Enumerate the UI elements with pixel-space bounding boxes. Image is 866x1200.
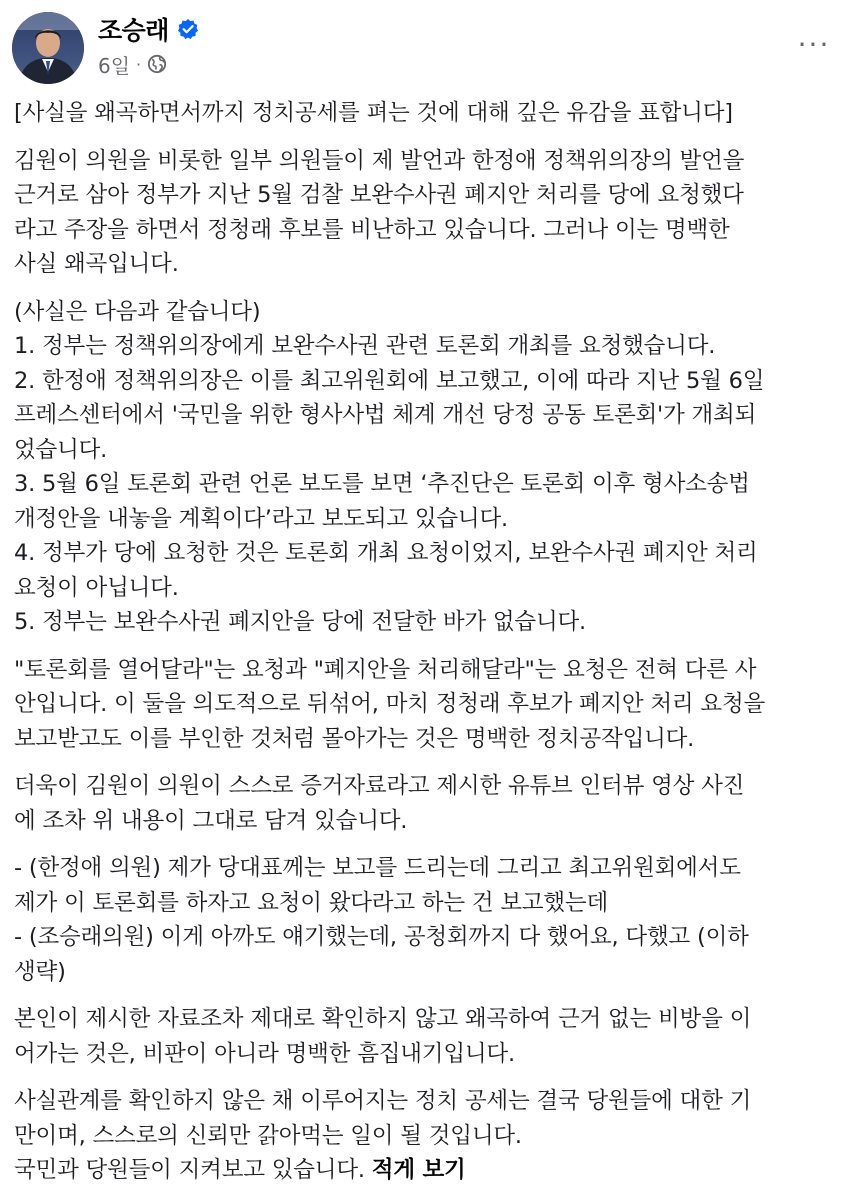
closing-line: 국민과 당원들이 지켜보고 있습니다. 적게 보기 xyxy=(14,1157,466,1183)
paragraph-2: "토론회를 열어달라"는 요청과 "폐지안을 처리해달라"는 요청은 전혀 다른 사 안입니다. 이 둘을 의도적으로 뒤섞어, 마치 정청래 후보가 폐지안 처리 요청을 보고받고도 이를 부인한 것처럼 몰아가는 것은 명백한 정치공작입니다. xyxy=(14,656,766,752)
paragraph-1: 김원이 의원을 비롯한 일부 의원들이 제 발언과 한정애 정책위의장의 발언을 근거로 삼아 정부가 지난 5월 검찰 보완수사권 폐지안 처리를 당에 요청했다 라고 주장을 하면서 정청래 후보를 비난하고 있습니다. 그러나 이는 명백한 사실 왜곡입니다. xyxy=(14,147,745,277)
facts-list: (사실은 다음과 같습니다) 1. 정부는 정책위의장에게 보완수사권 관련 토론회 개최를 요청했습니다. 2. 한정애 정책위의장은 이를 최고위원회에 보고했고, 이에 따라 지난 5월 6일 프레스센터에서 '국민을 위한 형사사법 체계 개선 당정 공동 토론회'가 개최되 었습니다. 3. 5월 6일 토론회 관련 언론 보도를 보면 ‘추진단은 토론회 이후 형사소송법 개정안을 내놓을 계획이다’라고 보도되고 있습니다. 4. 정부가 당에 요청한 것은 토론회 개최 요청이었지, 보완수사권 폐지안 처리 요청이 아닙니다. 5. 정부는 보완수사권 폐지안을 당에 전달한 바가 없습니다. xyxy=(14,298,765,635)
meta-separator: · xyxy=(136,54,142,74)
paragraph-3: 더욱이 김원이 의원이 스스로 증거자료라고 제시한 유튜브 인터뷰 영상 사진 에 조차 위 내용이 그대로 담겨 있습니다. xyxy=(14,773,745,834)
see-less-link[interactable]: 적게 보기 xyxy=(371,1157,466,1183)
post-title: [사실을 왜곡하면서까지 정치공세를 펴는 것에 대해 깊은 유감을 표합니다] xyxy=(14,100,733,126)
avatar[interactable] xyxy=(12,12,84,84)
post-meta xyxy=(98,50,167,78)
author-line xyxy=(98,12,199,46)
verified-badge-icon xyxy=(177,18,199,40)
quotes-block: - (한정애 의원) 제가 당대표께는 보고를 드리는데 그리고 최고위원회에서도 제가 이 토론회를 하자고 요청이 왔다라고 하는 건 보고했는데 - (조승래의원) 이게 아까도 얘기했는데, 공청회까지 다 했어요, 다했고 (이하 생략) xyxy=(14,855,749,985)
globe-icon[interactable] xyxy=(147,54,167,74)
avatar-photo xyxy=(12,12,84,84)
more-options-icon[interactable]: ··· xyxy=(797,27,831,61)
paragraph-4: 본인이 제시한 자료조차 제대로 확인하지 않고 왜곡하여 근거 없는 비방을 이 어가는 것은, 비판이 아니라 명백한 흠집내기입니다. xyxy=(14,1006,752,1067)
post-time[interactable]: 6일 xyxy=(98,53,131,78)
author-name[interactable]: 조승래 xyxy=(98,16,169,45)
paragraph-5: 사실관계를 확인하지 않은 채 이루어지는 정치 공세는 결국 당원들에 대한 기 만이며, 스스로의 신뢰만 갉아먹는 일이 될 것입니다. 국민과 당원들이 지켜보고 있습니다. 적게 보기 xyxy=(14,1084,850,1188)
post-header xyxy=(0,0,866,92)
post-body xyxy=(14,92,850,1188)
